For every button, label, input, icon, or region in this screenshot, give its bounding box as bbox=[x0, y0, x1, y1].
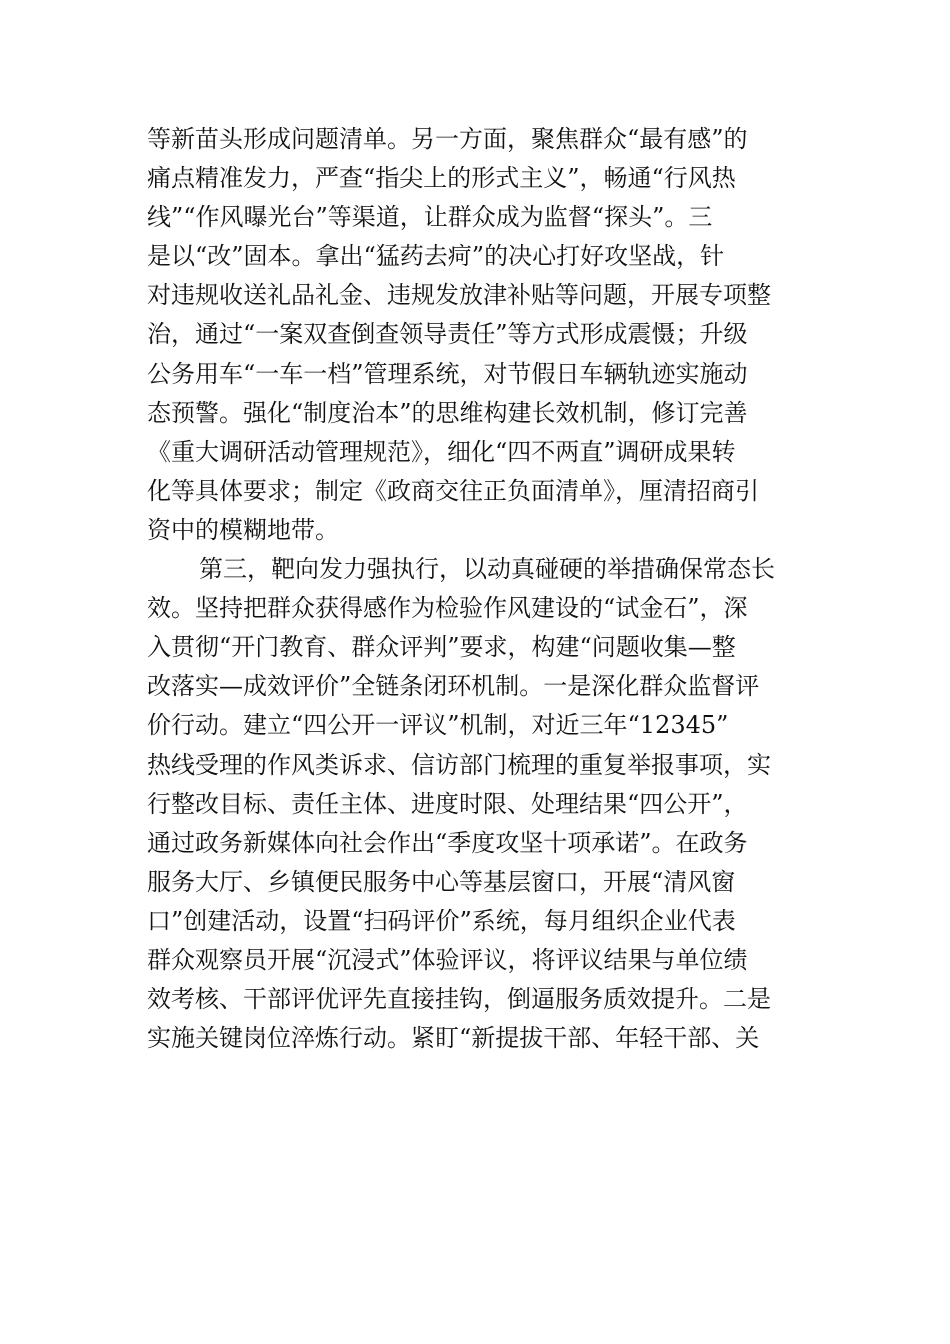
text-line: 效。坚持把群众获得感作为检验作风建设的“试金石”，深 bbox=[147, 594, 748, 623]
text-line: 是以“改”固本。拿出“猛药去疴”的决心打好攻坚战，针 bbox=[147, 242, 725, 271]
text-line: 服务大厅、乡镇便民服务中心等基层窗口，开展“清风窗 bbox=[147, 867, 736, 896]
text-line: 群众观察员开展“沉浸式”体验评议，将评议结果与单位绩 bbox=[147, 945, 748, 974]
text-line: 态预警。强化“制度治本”的思维构建长效机制，修订完善 bbox=[147, 398, 748, 427]
text-line: 口”创建活动，设置“扫码评价”系统，每月组织企业代表 bbox=[147, 906, 736, 935]
text-line: 等新苗头形成问题清单。另一方面，聚焦群众“最有感”的 bbox=[147, 125, 748, 153]
text-line: 化等具体要求；制定《政商交往正负面清单》，厘清招商引 bbox=[147, 476, 759, 505]
text-line: 治，通过“一案双查倒查领导责任”等方式形成震慑；升级 bbox=[147, 320, 748, 349]
paragraph-start-line: 第三，靶向发力强执行，以动真碰硬的举措确保常态长 bbox=[199, 555, 775, 584]
text-line: 对违规收送礼品礼金、违规发放津补贴等问题，开展专项整 bbox=[147, 281, 771, 310]
text-line: 实施关键岗位淬炼行动。紧盯“新提拔干部、年轻干部、关 bbox=[147, 1024, 760, 1053]
text-line: 《重大调研活动管理规范》，细化“四不两直”调研成果转 bbox=[147, 437, 736, 466]
text-line: 效考核、干部评优评先直接挂钩，倒逼服务质效提升。二是 bbox=[147, 985, 771, 1014]
text-line: 行整改目标、责任主体、进度时限、处理结果“四公开”， bbox=[147, 789, 748, 818]
text-line: 热线受理的作风类诉求、信访部门梳理的重复举报事项，实 bbox=[147, 750, 771, 779]
text-line: 价行动。建立“四公开一评议”机制，对近三年“12345” bbox=[147, 711, 729, 740]
text-line: 痛点精准发力，严查“指尖上的形式主义”，畅通“行风热 bbox=[147, 164, 736, 193]
text-line: 入贯彻“开门教育、群众评判”要求，构建“问题收集—整 bbox=[147, 633, 736, 662]
body-text bbox=[147, 120, 817, 1058]
text-line: 改落实—成效评价”全链条闭环机制。一是深化群众监督评 bbox=[147, 672, 760, 701]
text-line: 公务用车“一车一档”管理系统，对节假日车辆轨迹实施动 bbox=[147, 359, 748, 388]
text-line: 线”“作风曝光台”等渠道，让群众成为监督“探头”。三 bbox=[147, 203, 713, 232]
text-line: 资中的模糊地带。 bbox=[147, 515, 339, 544]
text-line: 通过政务新媒体向社会作出“季度攻坚十项承诺”。在政务 bbox=[147, 828, 748, 857]
